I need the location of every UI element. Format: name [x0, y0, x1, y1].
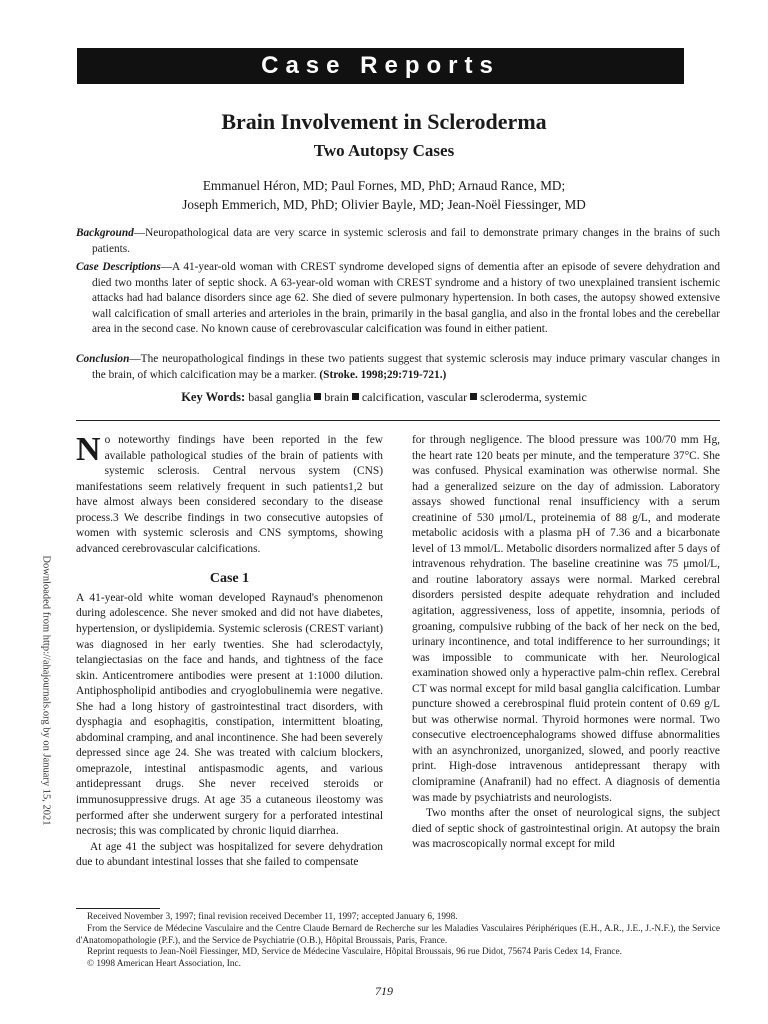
case-1-paragraph-2: At age 41 the subject was hospitalized for severe dehydration due to abundant intestinal losses that she failed to compensate [76, 840, 383, 869]
abstract-case-text: —A 41-year-old woman with CREST syndrome developed signs of dementia after an episode of severe dehydration and died two months later of septic shock. A 63-year-old woman with CREST syndrome and a history of two unexplained transient ischemic attacks had had balance disorders since age 62. She died of severe pulmonary hypertension. In both cases, the autopsy showed extensive wall calcification of small arteries and arterioles in the brain, primarily in the basal ganglia, and also in the frontal lobes and the cerebellar area in the second case. No known cause of cerebrovascular calcification was found in either patient. [92, 261, 720, 336]
journal-citation: (Stroke. 1998;29:719-721.) [319, 368, 447, 381]
drop-cap: N [76, 431, 101, 468]
footnote-reprints: Reprint requests to Jean-Noël Fiessinger, MD, Service de Médecine Vasculaire, Hôpital Broussais, 96 rue Didot, 75674 Paris Cedex 14, France. [87, 947, 622, 958]
keyword: scleroderma, systemic [480, 390, 587, 404]
article-title: Brain Involvement in Scleroderma [221, 109, 547, 134]
download-notice [40, 545, 52, 845]
body-column-right [412, 433, 720, 853]
case-1-continued: for through negligence. The blood pressure was 100/70 mm Hg, the heart rate 120 beats per minute, and the temperature 37°C. She was confused. Physical examination was otherwise normal. She had a generalized seizure on the day of admission. Laboratory assays showed functional renal insufficiency with a serum creatinine of 530 μmol/L, proteinemia of 88 g/L, and moderate metabolic acidosis with a plasma pH of 7.36 and a bicarbonate level of 13 mmol/L. Metabolic disorders normalized after 5 days of intravenous rehydration. The baseline creatinine was 75 μmol/L, and routine laboratory assays were normal. Marked cerebral disorders persisted despite adequate rehydration and included agitation, aggressiveness, loss of appetite, insomnia, periods of groaning, compulsive rubbing of the back of her neck on the bed, urinary incontinence, and total indifference to her surroundings; it was impossible to communicate with her. Neurological examination showed only a hyperactive palm-chin reflex. Cerebral CT was normal except for mild basal ganglia calcification. Lumbar puncture showed a cerebrospinal fluid protein content of 0.69 g/L but was otherwise normal. Thyroid hormones were normal. Two consecutive electroencephalograms showed diffuse abnormalities with an asynchronized, unorganized, slowed, and poorly reactive print. High-dose intravenous antidepressant therapy with clomipramine (Anafranil) had no effect. A diagnosis of dementia was made by psychiatrists and neurologists. [412, 434, 720, 804]
abstract-case-label: Case Descriptions [76, 261, 161, 273]
footnote-copyright: © 1998 American Heart Association, Inc. [87, 959, 241, 970]
abstract-background-label: Background [76, 227, 134, 239]
section-banner: Case Reports [77, 48, 684, 84]
case-1-heading: Case 1 [209, 571, 250, 587]
abstract-conclusion-text: —The neuropathological findings in these two patients suggest that systemic sclerosis may induce primary vascular changes in the brain, of which calcification may be a marker. [92, 353, 720, 381]
download-notice-text: Downloaded from http://ahajournals.org by on January 15, 2021 [40, 555, 52, 826]
footnote-divider [76, 908, 160, 909]
author-list [0, 176, 768, 214]
keyword: calcification, vascular [361, 390, 468, 404]
keywords-label: Key Words: [181, 390, 246, 404]
keyword: brain [324, 390, 349, 404]
abstract-background [76, 226, 720, 257]
case-1-outcome: Two months after the onset of neurological signs, the subject died of septic shock of gastrointestinal origin. At autopsy the brain was macroscopically normal except for mild [412, 807, 720, 851]
author-line-1: Emmanuel Héron, MD; Paul Fornes, MD, PhD; Arnaud Rance, MD; [202, 178, 566, 193]
square-bullet-icon [314, 393, 321, 400]
body-column-left [76, 433, 383, 871]
abstract-conclusion-label: Conclusion [76, 353, 130, 365]
intro-paragraph [76, 433, 383, 557]
footnote-received: Received November 3, 1997; final revision received December 11, 1997; accepted January 6, 1998. [87, 912, 458, 922]
square-bullet-icon [352, 393, 359, 400]
abstract-conclusion [76, 352, 720, 383]
article-subtitle: Two Autopsy Cases [313, 141, 455, 160]
keywords [0, 390, 768, 405]
abstract-background-text: —Neuropathological data are very scarce in systemic sclerosis and fail to demonstrate primary changes in the brains of such patients. [92, 227, 720, 255]
page-number: 719 [375, 984, 393, 998]
case-1-paragraph-1: A 41-year-old white woman developed Raynaud's phenomenon during adolescence. She never smoked and did not have diabetes, hypertension, or dyslipidemia. Systemic sclerosis (CREST variant) was diagnosed in her early twenties. She had sclerodactyly, telangiectasias on the face and hands, and tightness of the face skin. Anticentromere antibodies were present at 1:1000 dilution. Antiphospholipid antibodies and cryoglobulinemia were negative. She had a long history of gastrointestinal tract disorders, with dysphagia and esophagitis, constipation, intermittent bloating, abdominal cramping, and anal incontinence. She had been severely depressed since age 24. She was treated with calcium blockers, omeprazole, intestinal antispasmodic agents, and various antidepressant drugs. She never received steroids or immunosuppressive drugs. At age 35 a cutaneous ileostomy was performed after she underwent surgery for a perforated intestinal necrosis; this was complicated by chronic liquid diarrhea. [76, 591, 383, 838]
abstract-case-descriptions [76, 260, 720, 338]
intro-text: o noteworthy findings have been reported in the few available pathological studies of the brain of patients with systemic sclerosis. Central nervous system (CNS) manifestations seem relatively frequent in such patients1,2 but have almost always been considered secondary to the disease process.3 We describe findings in two consecutive autopsies of women with systemic sclerosis and CNS symptoms, showing advanced cerebrovascular calcifications. [76, 434, 383, 555]
square-bullet-icon [470, 393, 477, 400]
footnotes [76, 912, 720, 971]
divider [76, 420, 720, 421]
footnote-affiliation: From the Service de Médecine Vasculaire and the Centre Claude Bernard de Recherche sur les Maladies Vasculaires Périphériques (E.H., A.R., J.E., J.-N.F.), the Service d'Anatomopathologie (P.F.), and the Service de Psychiatrie (O.B.), Hôpital Broussais, Paris, France. [76, 923, 720, 946]
keyword: basal ganglia [248, 390, 312, 404]
author-line-2: Joseph Emmerich, MD, PhD; Olivier Bayle, MD; Jean-Noël Fiessinger, MD [182, 197, 586, 212]
